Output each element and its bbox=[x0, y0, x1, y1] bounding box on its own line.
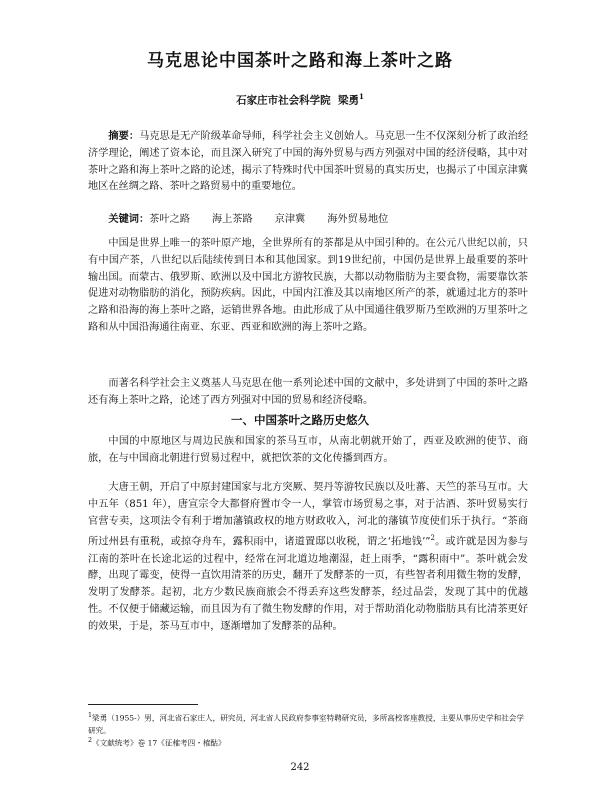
footnote-1 bbox=[88, 710, 528, 737]
keyword: 海外贸易地位 bbox=[327, 214, 389, 225]
section-heading: 一、中国茶叶之路历史悠久 bbox=[231, 413, 369, 427]
paragraph-history: 中国的中原地区与周边民族和国家的茶马互市，从南北朝就开始了，西亚及欧洲的使节、商旅，在与中国商北朝进行贸易过程中，就把饮茶的文化传播到西方。 bbox=[88, 436, 528, 464]
keywords bbox=[88, 211, 528, 229]
author-name: 梁勇 bbox=[337, 94, 359, 107]
article-title: 马克思论中国茶叶之路和海上茶叶之路 bbox=[147, 51, 453, 71]
footnote-2-mark: 2 bbox=[88, 737, 93, 744]
footnote-2-text: 《文献统考》卷 17《征榷考四・榷酤》 bbox=[92, 738, 226, 748]
keyword: 海上茶路 bbox=[211, 214, 253, 225]
footnote-1-text: 梁勇（1955-）男，河北省石家庄人，研究员，河北省人民政府参事室特聘研究员，多所高校客座教授，主要从事历史学和社会学研究。 bbox=[88, 713, 524, 735]
footnote-divider bbox=[88, 704, 198, 705]
footnote-ref: 2 bbox=[430, 534, 435, 543]
keyword: 茶叶之路 bbox=[149, 214, 190, 225]
abstract-text: 马克思是无产阶级革命导师，科学社会主义创始人。马克思一生不仅深刻分析了政治经济学理论，阐述了资本论，而且深入研究了中国的海外贸易与西方列强对中国的经济侵略，其中对茶叶之路和海上茶叶之路的论述，揭示了特殊时代中国茶叶贸易的真实历史，也揭示了中国京津冀地区在丝绸之路、茶叶之路贸易中的重要地位。 bbox=[88, 131, 529, 193]
author-footnote-mark: 1 bbox=[358, 92, 364, 101]
affiliation: 石家庄市社会科学院 bbox=[236, 94, 331, 107]
footnote-1-mark: 1 bbox=[88, 712, 93, 719]
abstract-label: 摘要： bbox=[108, 130, 140, 142]
paragraph-marx: 而著名科学社会主义奠基人马克思在他一系列论述中国的文献中，多处讲到了中国的茶叶之路还有海上茶叶之路，论述了西方列强对中国的贸易和经济侵略。 bbox=[88, 378, 528, 406]
paragraph-intro: 中国是世界上唯一的茶叶原产地，全世界所有的茶都是从中国引种的。在公元八世纪以前，只有中国产茶，八世纪以后陆续传到日本和其他国家。到19世纪前，中国仍是世界上最重要的茶叶输出国。而蒙古、俄罗斯、欧洲以及中国北方游牧民族，大都以动物脂肪为主要食物，需要靠饮茶促进对动物脂肪的消化，预防疾病。因此，中国内江淮及其以南地区所产的茶，就通过北方的茶叶之路和沿海的海上茶叶之路，运销世界各地。由此形成了从中国通往俄罗斯乃至欧洲的万里茶叶之路和从中国沿海通往南亚、东亚、西亚和欧洲的海上茶叶之路。 bbox=[88, 238, 528, 333]
keyword: 京津冀 bbox=[274, 214, 306, 225]
keywords-label: 关键词： bbox=[108, 213, 150, 225]
abstract bbox=[88, 128, 528, 196]
paragraph-tang bbox=[88, 480, 528, 636]
byline bbox=[0, 92, 600, 108]
paragraph-tang-part2: 。或许就是因为参与江南的茶叶在长途北运的过程中，经常在河北道边地潮湿，赶上雨季，“露积雨中”。茶叶就会发酵，出现了霉变，使得一直饮用清茶的历史，翻开了发酵茶的一页，有些智者利用微生物的发酵，发明了发酵茶。起初，北方少数民族商旅会不得丢弃这些发酵茶，经过品尝，发现了其中的优越性。不仅便于储藏运输，而且因为有了微生物发酵的作用，对于帮助消化动物脂肪具有比清茶更好的效果，于是，茶马互市中，逐渐增加了发酵茶的品种。 bbox=[88, 536, 529, 632]
paragraph-tang-part1: 大唐王朝，开启了中原封建国家与北方突厥、契丹等游牧民族以及吐蕃、天竺的茶马互市。大中五年（851 年），唐宣宗令大都督府置市令一人，掌管市场贸易之事，对于沽酒、茶叶贸易实行官营专卖，这项法令有利于增加藩镇政权的地方财政收入，河北的藩镇节度使们乐于执行。“茶商所过州县有重税，或掠夺舟车，露积雨中，诸道置邸以收税，谓之‘拓地钱’” bbox=[88, 482, 528, 548]
page-number: 242 bbox=[290, 762, 310, 773]
footnote-2 bbox=[88, 735, 528, 750]
